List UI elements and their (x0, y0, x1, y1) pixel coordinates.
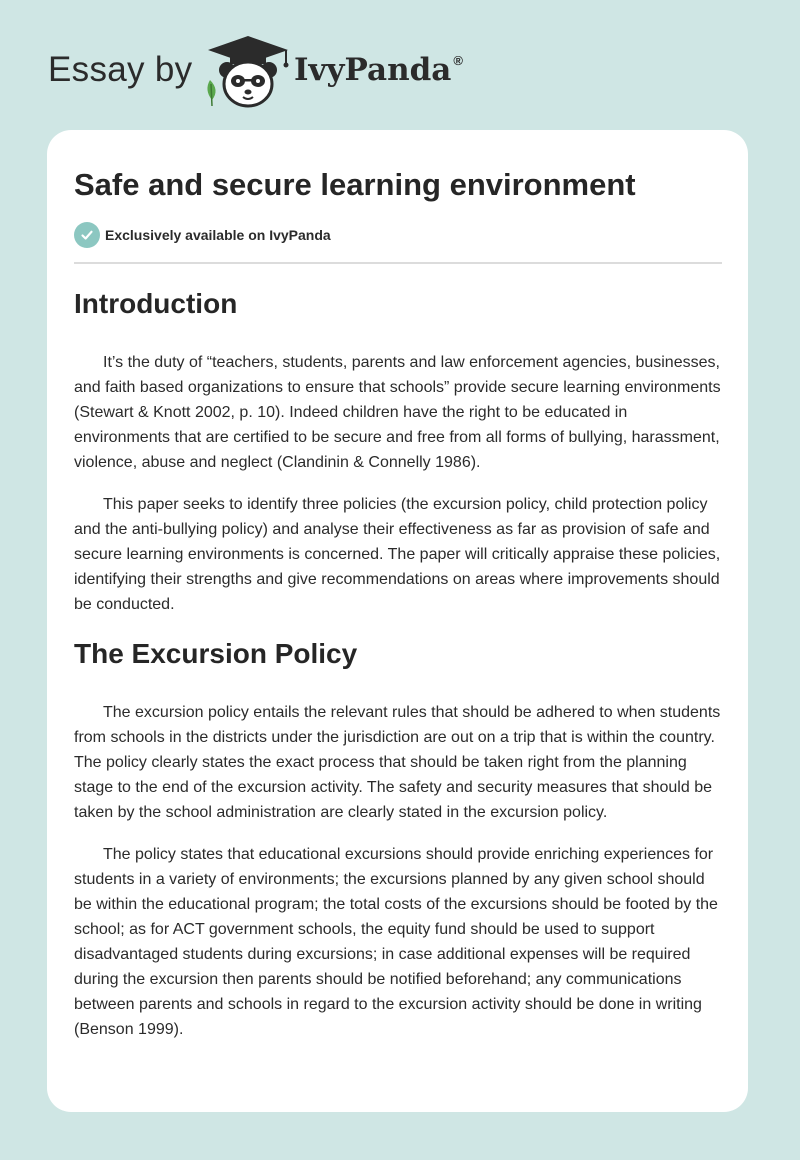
paragraph: The excursion policy entails the relevant rules that should be adhered to when students from schools in the districts under the jurisdiction are out on a trip that is within the country. The policy clearly states the exact process that should be taken right from the planning stage to the end of the excursion activity. The safety and security measures that should be taken by the school administration are clearly stated in the excursion policy. (74, 704, 721, 821)
paragraph: It’s the duty of “teachers, students, parents and law enforcement agencies, businesses, and faith based organizations to ensure that schools” provide secure learning environments (Stewart & Knott 2002, p. 10). Indeed children have the right to be educated in environments that are certified to be secure and free from all forms of bullying, harassment, violence, abuse and neglect (Clandinin & Connelly 1986). (74, 354, 721, 471)
section-heading-introduction: Introduction (74, 288, 238, 319)
brand-prefix: Essay by (48, 50, 193, 89)
availability-badge (74, 221, 722, 249)
paragraph: The policy states that educational excursions should provide enriching experiences for students in a variety of environments; the excursions planned by any given school should be within the educational program; the total costs of the excursions should be footed by the school; as for ACT government schools, the equity fund should be used to support disadvantaged students during excursions; in case additional expenses will be required during the excursion then parents should be notified beforehand; any communications between parents and schools in regard to the excursion activity should be done in writing (Benson 1999). (74, 846, 718, 1038)
brand-name: IvyPanda ® (294, 52, 463, 88)
brand-header (48, 34, 508, 114)
section-heading-excursion-policy: The Excursion Policy (74, 638, 358, 669)
document-card (47, 130, 748, 1112)
panda-logo-icon (200, 34, 296, 110)
availability-text: Exclusively available on IvyPanda (105, 227, 331, 243)
divider (74, 262, 722, 264)
registered-mark: ® (453, 53, 463, 68)
document-title: Safe and secure learning environment (74, 167, 636, 202)
checkmark-icon (74, 222, 100, 248)
paragraph: This paper seeks to identify three policies (the excursion policy, child protection policy and the anti-bullying policy) and analyse their effectiveness as far as provision of safe and secure learning environments is concerned. The paper will critically appraise these policies, identifying their strengths and give recommendations on areas where improvements should be conducted. (74, 496, 721, 613)
